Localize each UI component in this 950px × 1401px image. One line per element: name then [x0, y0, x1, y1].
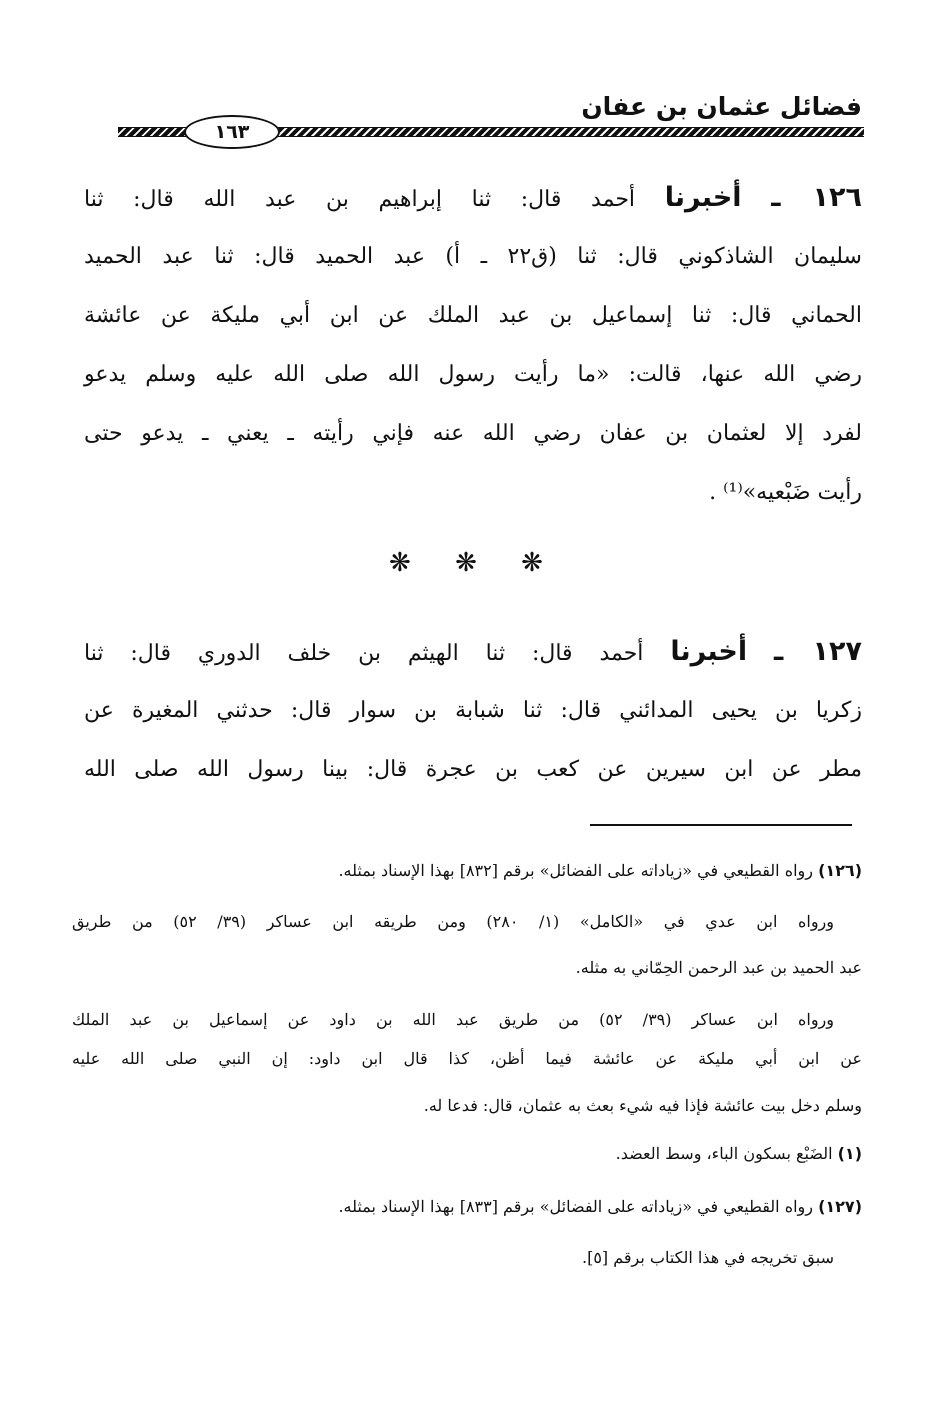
footnote-line: سبق تخريجه في هذا الكتاب برقم [٥]. — [582, 1248, 834, 1267]
footnote-number: (١) — [837, 1144, 862, 1163]
footnote-line: عبد الحميد بن عبد الرحمن الحِمّاني به مثله. — [575, 958, 862, 977]
header-rule — [118, 121, 864, 141]
footnote-number: (١٢٧) — [818, 1197, 862, 1216]
text-line: رأيت ضَبْعيه»⁽¹⁾ . — [709, 480, 862, 505]
hadith-number: ١٢٦ ـ — [771, 182, 862, 213]
lead-word: أخبرنا — [670, 636, 748, 667]
footnote-line: ورواه ابن عدي في «الكامل» (١/ ٢٨٠) ومن طريقه ابن عساكر (٣٩/ ٥٢) من طريق — [72, 912, 835, 931]
text-line-content: أحمد قال: ثنا الهيثم بن خلف الدوري قال: ثنا — [84, 641, 644, 666]
text-line-content: أحمد قال: ثنا إبراهيم بن عبد الله قال: ثنا — [84, 187, 636, 212]
footnote-line: وسلم دخل بيت عائشة فإذا فيه شيء بعث به عثمان، قال: فدعا له. — [423, 1096, 862, 1115]
text-line: سليمان الشاذكوني قال: ثنا (ق٢٢ ـ أ) عبد الحميد قال: ثنا عبد الحميد — [84, 244, 862, 269]
footnote-1 — [616, 1136, 862, 1171]
hadith-126 — [84, 168, 862, 522]
text-line: مطر عن ابن سيرين عن كعب بن عجرة قال: بينا رسول الله صلى الله — [84, 757, 862, 782]
text-line — [84, 622, 862, 681]
hadith-127 — [84, 622, 862, 799]
hadith-number: ١٢٧ ـ — [774, 636, 862, 667]
text-line: الحماني قال: ثنا إسماعيل بن عبد الملك عن ابن أبي مليكة عن عائشة — [84, 303, 862, 328]
footnote-text: رواه القطيعي في «زياداته على الفضائل» برقم [٨٣٢] بهذا الإسناد بمثله. — [338, 861, 813, 880]
page-number: ١٦٣ — [184, 115, 280, 149]
footnote-text: الضَبْع بسكون الباء، وسط العضد. — [615, 1144, 833, 1163]
footnote-rule — [590, 824, 852, 826]
section-separator: ❋ ❋ ❋ — [389, 548, 561, 578]
footnote-line: ورواه ابن عساكر (٣٩/ ٥٢) من طريق عبد الله بن داود عن إسماعيل بن عبد الملك — [72, 1010, 835, 1029]
text-line: لفرد إلا لعثمان بن عفان رضي الله عنه فإني رأيته ـ يعني ـ يدعو حتى — [84, 421, 862, 446]
text-line — [84, 168, 862, 227]
footnote-line: عن ابن أبي مليكة عن عائشة فيما أظن، كذا قال ابن داود: إن النبي صلى الله عليه — [72, 1049, 862, 1068]
running-title: فضائل عثمان بن عفان — [581, 92, 862, 121]
lead-word: أخبرنا — [664, 182, 742, 213]
footnote-number: (١٢٦) — [818, 861, 862, 880]
text-line: رضي الله عنها، قالت: «ما رأيت رسول الله صلى الله عليه وسلم يدعو — [84, 362, 862, 387]
footnote-text: رواه القطيعي في «زياداته على الفضائل» برقم [٨٣٣] بهذا الإسناد بمثله. — [338, 1197, 813, 1216]
text-line: زكريا بن يحيى المدائني قال: ثنا شبابة بن سوار قال: حدثني المغيرة عن — [84, 698, 862, 723]
footnote-127 — [338, 1189, 862, 1224]
footnote-126 — [338, 853, 862, 888]
